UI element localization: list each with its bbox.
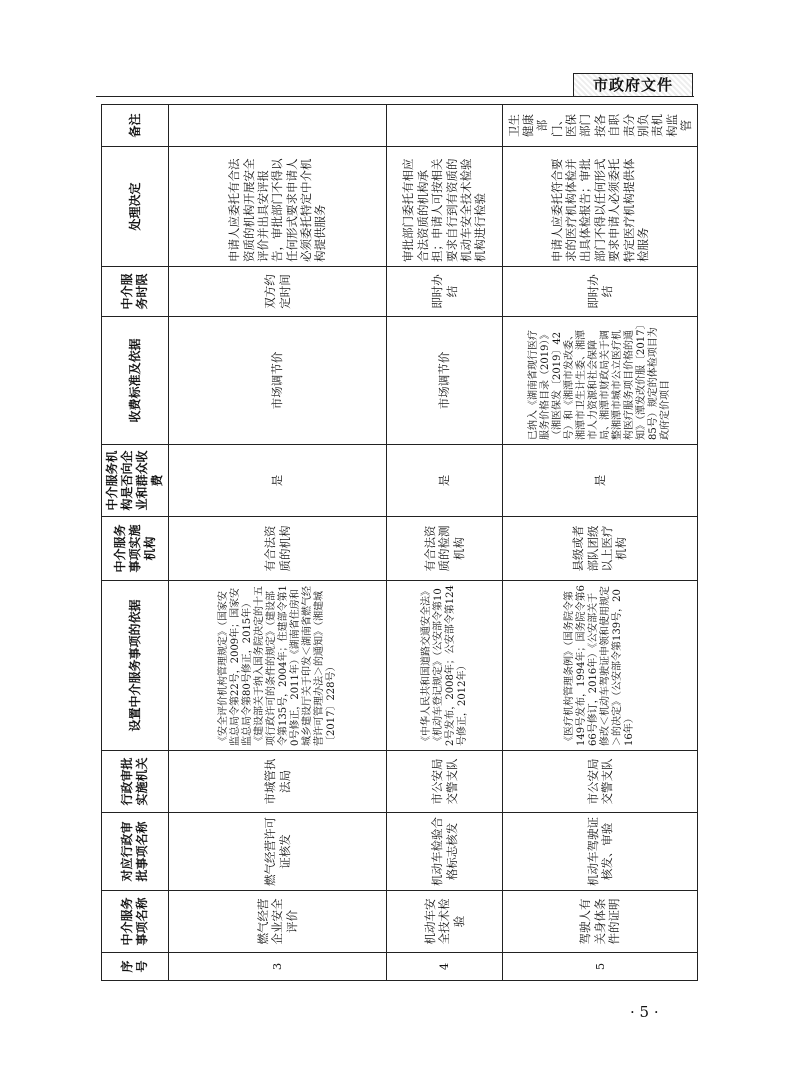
cell-time: 即时办结 [503,267,698,317]
col-header-decision: 处理决定 [102,147,169,267]
cell-remark [169,105,387,147]
cell-decision: 申请人应委托符合要求的医疗机构体检并出具体检报告；审批部门不得以任何形式要求申请人必须委托特定医疗机构提供体检服务 [503,147,698,267]
cell-remark [387,105,503,147]
cell-no: 4 [387,953,503,981]
table-row [387,105,503,981]
cell-authority: 市公安局交警支队 [387,751,503,813]
table-row [169,105,387,981]
col-header-no: 序号 [102,953,169,981]
cell-no: 3 [169,953,387,981]
col-header-time: 中介服务时限 [102,267,169,317]
cell-time: 即时办结 [387,267,503,317]
cell-charge: 是 [169,445,387,517]
cell-approval: 机动车驾驶证核发、审验 [503,813,698,891]
cell-approval: 燃气经营许可证核发 [169,813,387,891]
cell-charge: 是 [387,445,503,517]
col-header-approval: 对应行政审批事项名称 [102,813,169,891]
col-header-basis: 设置中介服务事项的依据 [102,581,169,751]
table-header-row [102,105,169,981]
cell-basis: 《安全评价机构管理规定》（国家安监总局令第22号，2009年；国家安监总局令第80号修正，2015年）《建设部关于纳入国务院决定的十五项行政许可的条件的规定》（建设部令第135号，2004年；住建部令第10号修正，2011年）《湖南省住房和城乡建设厅关于印发＜湖南省燃气经营许可管理办法＞的通知》（湘建城〔2017〕228号） [169,581,387,751]
page-number: · 5 · [630,1003,659,1021]
cell-service: 燃气经营企业安全评价 [169,891,387,953]
intermediary-services-table [101,104,698,981]
table-container [101,105,694,981]
cell-institution: 有合法资质的机构 [169,517,387,581]
section-tag: 市政府文件 [573,73,693,97]
cell-institution: 有合法资质的检测机构 [387,517,503,581]
cell-approval: 机动车检验合格标志核发 [387,813,503,891]
cell-institution: 县级或者部队团级以上医疗机构 [503,517,698,581]
col-header-fee: 收费标准及依据 [102,317,169,445]
cell-basis: 《中华人民共和国道路交通安全法》《机动车登记规定》（公安部令第102号发布，2008年；公安部令第124号修正，2012年） [387,581,503,751]
col-header-charge: 中介服务机构是否向企业和群众收费 [102,445,169,517]
col-header-authority: 行政审批实施机关 [102,751,169,813]
header-rule [96,96,694,97]
cell-decision: 审批部门委托有相应合法资质的机构承担；申请人可按相关要求自行到有资质的机动车安全技术检验机构进行检验 [387,147,503,267]
rotated-table [101,105,694,981]
cell-authority: 市城管执法局 [169,751,387,813]
col-header-service: 中介服务事项名称 [102,891,169,953]
cell-authority: 市公安局交警支队 [503,751,698,813]
cell-no: 5 [503,953,698,981]
cell-fee: 市场调节价 [387,317,503,445]
cell-decision: 申请人应委托有合法资质的机构开展安全评价并出具安评报告，审批部门不得以任何形式要求申请人必须委托特定中介机构提供服务 [169,147,387,267]
cell-fee: 已纳入《湖南省现行医疗服务价格目录（2019）》（湘医保发〔2019〕42号）和《湘潭市发改委、湘潭市卫生计生委、湘潭市人力资源和社会保障局、湘潭市财政局关于调整湘潭市城市公立医疗机构医疗服务项目价格的通知》（潭发改价服〔2017〕85号）规定的体检项目为政府定价项目 [503,317,698,445]
col-header-institution: 中介服务事项实施机构 [102,517,169,581]
cell-time: 双方约定时间 [169,267,387,317]
table-row [503,105,698,981]
cell-charge: 是 [503,445,698,517]
cell-service: 驾驶人有关身体条件的证明 [503,891,698,953]
col-header-remark: 备注 [102,105,169,147]
cell-remark: 卫生健康部门、医保部门按各自职责分别负责机构监管 [503,105,698,147]
cell-basis: 《医疗机构管理条例》（国务院令第149号发布，1994年；国务院令第666号修订，2016年）《公安部关于修改＜机动车驾驶证申领和使用规定＞的决定》（公安部令第139号，2016年） [503,581,698,751]
cell-service: 机动车安全技术检验 [387,891,503,953]
cell-fee: 市场调节价 [169,317,387,445]
